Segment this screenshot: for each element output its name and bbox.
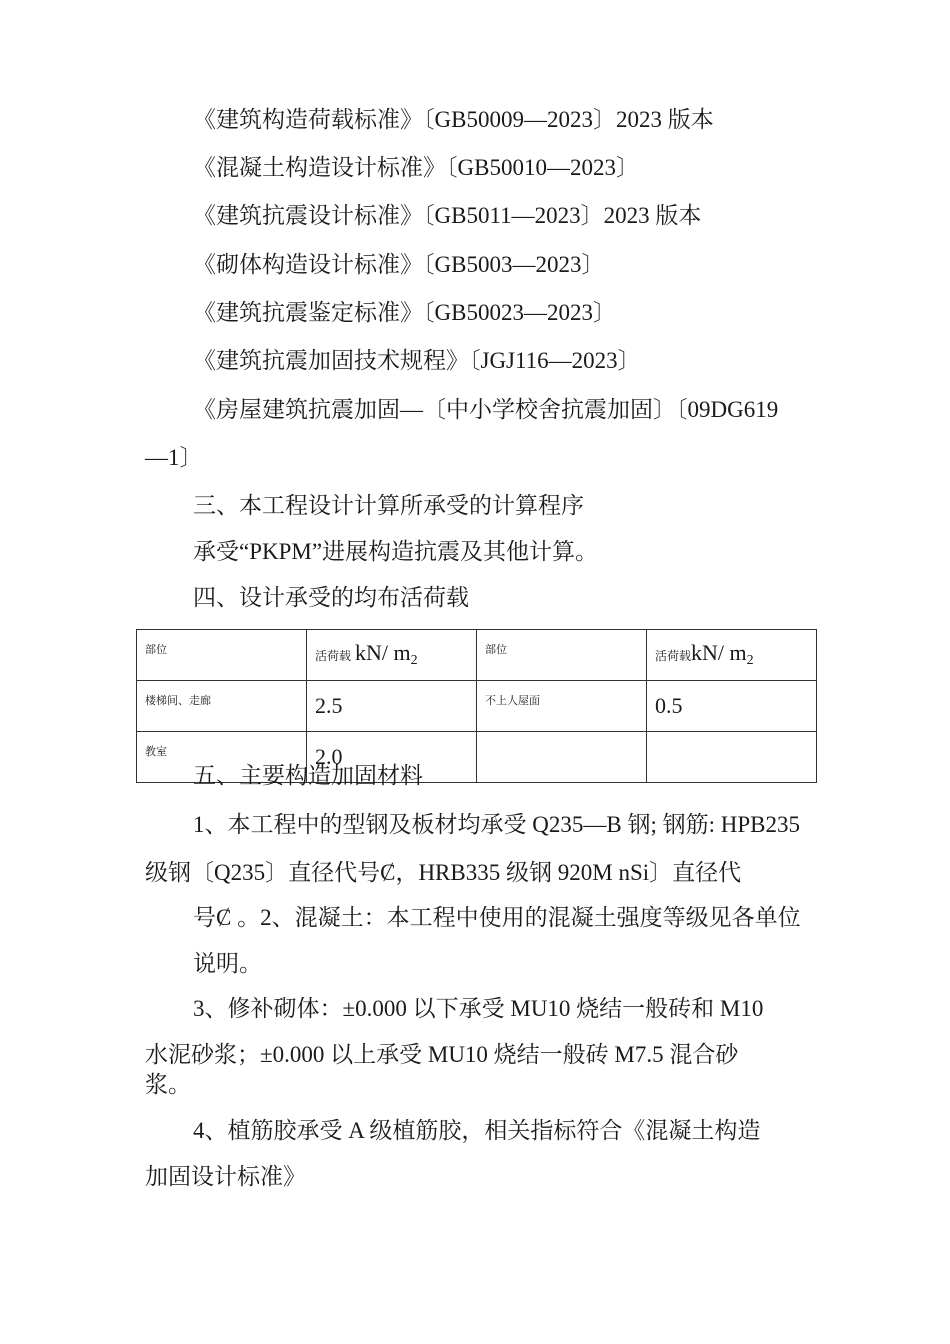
row-load: 2.0 <box>315 744 343 769</box>
row-part: 不上人屋面 <box>485 694 540 707</box>
section-5-line-8: 4、植筋胶承受 A 级植筋胶，相关指标符合《混凝土构造 <box>193 1118 761 1143</box>
section-5-line-9: 加固设计标准》 <box>145 1164 306 1189</box>
section-5-line-2: 级钢〔Q235〕直径代号Ȼ，HRB335 级钢 920M nSi〕直径代 <box>145 860 742 885</box>
table-row <box>137 681 817 732</box>
reference-line-1: 《建筑构造荷载标准》〔GB50009—2023〕2023 版本 <box>193 107 714 132</box>
section-4-title: 四、设计承受的均布活荷载 <box>193 585 469 610</box>
reference-line-7: 《房屋建筑抗震加固—〔中小学校舍抗震加固〕〔09DG619 <box>193 397 779 422</box>
header-cell-load-1: 活荷载 kN/ $m_2$ <box>307 630 477 681</box>
section-3-text: 承受“PKPM”进展构造抗震及其他计算。 <box>193 539 599 564</box>
section-5-line-5: 3、修补砌体：±0.000 以下承受 MU10 烧结一般砖和 M10 <box>193 996 764 1021</box>
section-5-line-7: 浆。 <box>145 1072 191 1097</box>
reference-line-3: 《建筑抗震设计标准》〔GB5011—2023〕2023 版本 <box>193 203 702 228</box>
reference-line-4: 《砌体构造设计标准》〔GB5003—2023〕 <box>193 252 605 277</box>
section-5-line-3: 号Ȼ 。2、混凝土：本工程中使用的混凝土强度等级见各单位 <box>193 905 801 930</box>
section-5-line-1: 1、本工程中的型钢及板材均承受 Q235—B 钢; 钢筋: HPB235 <box>193 812 800 837</box>
row-load: 0.5 <box>655 693 683 718</box>
header-cell-part-2: 部位 <box>477 630 647 681</box>
reference-line-6: 《建筑抗震加固技术规程》〔JGJ116—2023〕 <box>193 348 641 373</box>
row-part: 教室 <box>145 745 167 758</box>
reference-line-5: 《建筑抗震鉴定标准》〔GB50023—2023〕 <box>193 300 616 325</box>
section-5-line-4: 说明。 <box>193 951 262 976</box>
reference-line-7-cont: —1〕 <box>145 445 203 470</box>
row-part: 楼梯间、走廊 <box>145 694 211 707</box>
row-load: 2.5 <box>315 693 343 718</box>
section-3-title: 三、本工程设计计算所承受的计算程序 <box>193 493 584 518</box>
header-cell-load-2: 活荷载kN/ $m_2$ <box>647 630 817 681</box>
header-cell-part-1: 部位 <box>137 630 307 681</box>
live-load-table <box>136 629 817 783</box>
table-header-row <box>137 630 817 681</box>
section-5-title: 五、主要构造加固材料 <box>193 763 423 788</box>
reference-line-2: 《混凝土构造设计标准》〔GB50010—2023〕 <box>193 155 639 180</box>
section-5-line-6: 水泥砂浆；±0.000 以上承受 MU10 烧结一般砖 M7.5 混合砂 <box>145 1042 739 1067</box>
